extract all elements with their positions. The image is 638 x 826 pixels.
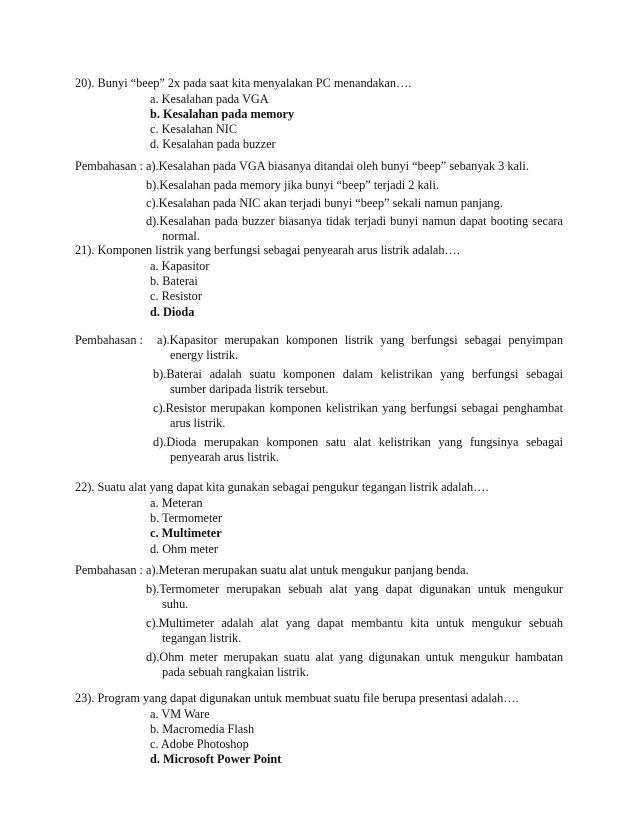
q21-discussion-b: b).Baterai adalah suatu komponen dalam kelistrikan yang berfungsi sebagai (153, 367, 563, 381)
q20-discussion-d: d).Kesalahan pada buzzer biasanya tidak terjadi bunyi namun dapat booting secara (146, 214, 563, 228)
q20-discussion-b: b).Kesalahan pada memory jika bunyi “beep” terjadi 2 kali. (146, 178, 439, 192)
q22-discussion-c-cont: tegangan listrik. (162, 631, 242, 645)
q21-discussion-c: c).Resistor merupakan komponen kelistrikan yang berfungsi sebagai penghambat (153, 401, 563, 415)
q22-discussion-b: b).Termometer merupakan sebuah alat yang dapat digunakan untuk mengukur (146, 582, 563, 596)
q22-discussion-a: a).Meteran merupakan suatu alat untuk mengukur panjang benda. (146, 563, 469, 577)
q22-discussion-c: c).Multimeter adalah alat yang dapat membantu kita untuk mengukur sebuah (146, 616, 563, 630)
q20-discussion-c: c).Kesalahan pada NIC akan terjadi bunyi “beep” sekali namun panjang. (146, 196, 503, 210)
q21-option-d-answer: d. Dioda (150, 305, 195, 319)
q22-discussion-d-cont: pada sebuah rangkaian listrik. (162, 665, 309, 679)
q21-option-c: c. Resistor (150, 289, 202, 303)
q22-option-d: d. Ohm meter (150, 542, 218, 556)
q21-discussion-d: d).Dioda merupakan komponen satu alat kelistrikan yang fungsinya sebagai (153, 435, 563, 449)
question-23: 23). Program yang dapat digunakan untuk membuat suatu file berupa presentasi adalah…. (75, 691, 519, 705)
q20-option-a: a. Kesalahan pada VGA (150, 92, 269, 106)
question-21: 21). Komponen listrik yang berfungsi sebagai penyearah arus listrik adalah…. (75, 243, 460, 257)
q21-discussion-b-cont: sumber daripada listrik tersebut. (170, 382, 329, 396)
q21-discussion-a: a).Kapasitor merupakan komponen listrik yang berfungsi sebagai penyimpan (157, 333, 563, 347)
q22-discussion-b-cont: suhu. (162, 597, 189, 611)
question-22: 22). Suatu alat yang dapat kita gunakan sebagai pengukur tegangan listrik adalah…. (75, 480, 489, 494)
q22-option-a: a. Meteran (150, 496, 203, 510)
q21-discussion-a-cont: energy listrik. (170, 348, 239, 362)
q21-option-a: a. Kapasitor (150, 259, 210, 273)
q20-option-d: d. Kesalahan pada buzzer (150, 137, 276, 151)
q20-discussion-d-cont: normal. (162, 229, 200, 243)
q22-discussion-d: d).Ohm meter merupakan suatu alat yang digunakan untuk mengukur hambatan (146, 650, 563, 664)
q20-option-c: c. Kesalahan NIC (150, 122, 238, 136)
q20-discussion-a: a).Kesalahan pada VGA biasanya ditandai oleh bunyi “beep” sebanyak 3 kali. (146, 159, 529, 173)
q21-discussion-c-cont: arus listrik. (170, 416, 226, 430)
q20-option-b-answer: b. Kesalahan pada memory (150, 107, 295, 121)
q21-discussion-label: Pembahasan : (75, 333, 143, 347)
q23-option-a: a. VM Ware (150, 707, 210, 721)
q22-discussion-label: Pembahasan : (75, 563, 143, 577)
q21-discussion-d-cont: penyearah arus listrik. (170, 450, 279, 464)
q22-option-c-answer: c. Multimeter (150, 526, 222, 540)
q23-option-c: c. Adobe Photoshop (150, 737, 249, 751)
q20-discussion-label: Pembahasan : (75, 159, 143, 173)
q23-option-b: b. Macromedia Flash (150, 722, 255, 736)
q23-option-d-answer: d. Microsoft Power Point (150, 752, 282, 766)
q21-option-b: b. Baterai (150, 274, 198, 288)
q22-option-b: b. Termometer (150, 511, 222, 525)
question-20: 20). Bunyi “beep” 2x pada saat kita menyalakan PC menandakan…. (75, 76, 412, 90)
